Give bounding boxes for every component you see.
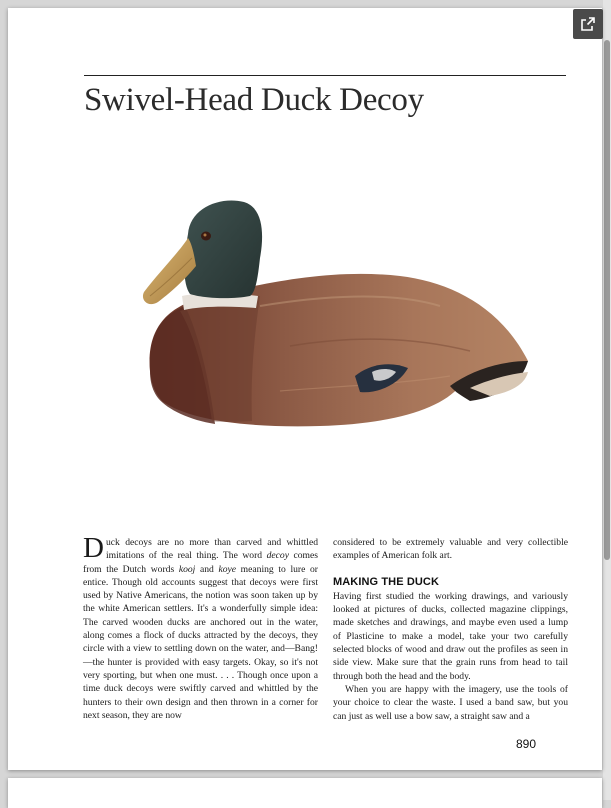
right-text-column (333, 536, 568, 723)
intro-paragraph (83, 532, 318, 722)
continuation-paragraph: considered to be extremely valuable and very collectible examples of American folk art. (333, 537, 568, 562)
duck-head-shape (184, 200, 262, 298)
intro-em-kooj: kooj (178, 563, 196, 575)
title-rule (84, 75, 566, 76)
section-heading: MAKING THE DUCK (333, 575, 439, 588)
scrollbar-thumb[interactable] (604, 40, 610, 560)
external-link-icon (580, 16, 596, 32)
duck-bill-shape (143, 238, 196, 304)
intro-em-decoy: decoy (266, 550, 289, 562)
next-page-edge (8, 778, 602, 808)
page-number: 890 (516, 737, 537, 751)
document-page (8, 8, 602, 770)
body-paragraph-2: When you are happy with the imagery, use the tools of your choice to clear the waste. I used a band saw, but you can just as well use a bow saw, a straight saw and a (333, 683, 568, 722)
duck-decoy-photo (140, 196, 528, 450)
page-title: Swivel-Head Duck Decoy (84, 82, 424, 118)
left-text-column (83, 532, 318, 722)
popout-button[interactable] (573, 9, 603, 39)
drop-cap: D (83, 532, 104, 564)
body-paragraph-1: Having first studied the working drawings, and variously looked at pictures of ducks, collected magazine clippings, made sketches and drawings, and maybe even used a lump of Plasticine to make a model, take your two carefully selected blocks of wood and draw out the profiles as seen in side view. Make sure that the grain runs from head to tail through both the head and the body. (333, 590, 568, 682)
intro-text-1: uck decoys are no more than carved and whittled imitations of the real thing. The word (105, 537, 318, 562)
intro-text-3: and (195, 563, 219, 575)
scrollbar[interactable] (603, 0, 611, 800)
intro-text-2: comes from the Dutch words (83, 550, 318, 575)
intro-em-koye: koye (218, 563, 237, 575)
intro-text-4: meaning to lure or entice. Though old accounts suggest that decoys were first used by Native Americans, the notion was soon taken up by the white American settlers. It's a wonderfully simple idea: The carved wooden ducks are anchored out in the water, along comes a flock of ducks attracted by the decoys, they circle with a view to settling down on the water, and—Bang!—the hunter is provided with easy targets. Okay, so it's not very sporting, but when one must. . . . Though once upon a time duck decoys were swiftly carved and whittled by the hunters to their own design and then thrown in a corner for next season, they are now (83, 563, 318, 721)
